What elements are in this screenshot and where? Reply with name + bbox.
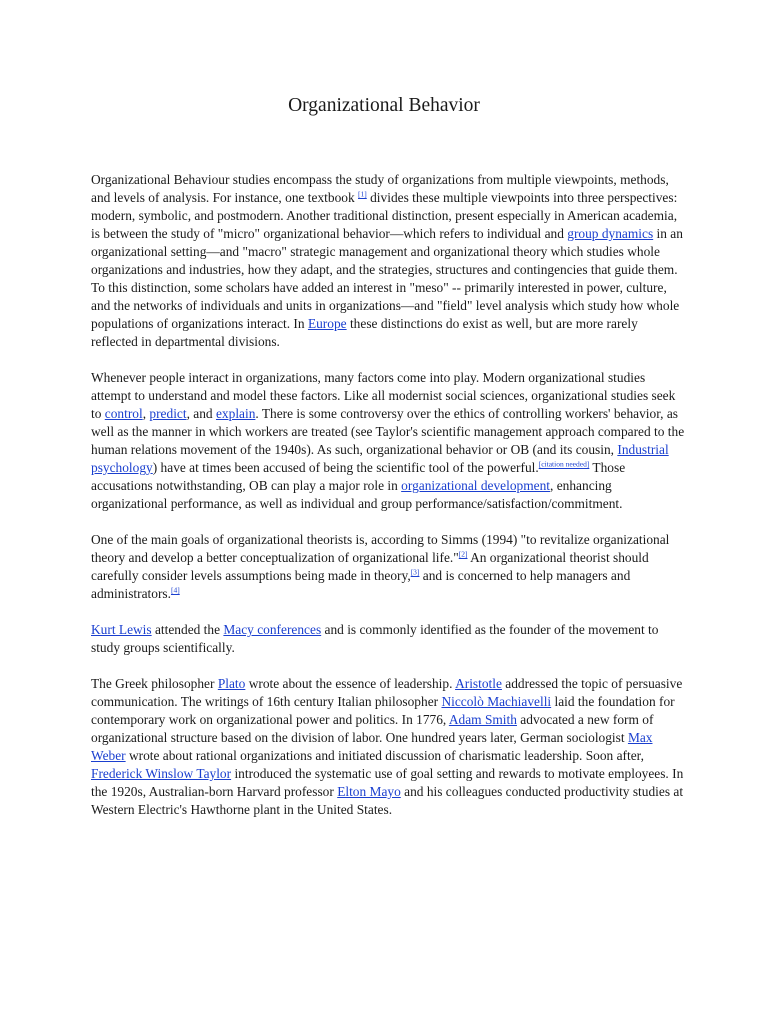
paragraph-3 — [91, 531, 687, 603]
text-run: and is concerned to help managers and administrators. — [91, 568, 631, 601]
text-run: advocated a new form of organizational structure based on the division of labor. One hundred years later, German sociologist — [91, 712, 654, 745]
inline-link[interactable]: Niccolò Machiavelli — [441, 694, 552, 709]
text-run: and his colleagues conducted productivity studies at Western Electric's Hawthorne plant in the United States. — [91, 784, 684, 817]
text-run: Whenever people interact in organizations, many factors come into play. Modern organizational studies attempt to understand and model these factors. Like all modernist social sciences, organizational studies seek to — [91, 370, 676, 421]
paragraph-1 — [91, 171, 687, 351]
article-body — [91, 171, 687, 837]
text-run: Those accusations notwithstanding, OB can play a major role in — [91, 460, 626, 493]
paragraph-5 — [91, 675, 687, 819]
text-run: , enhancing organizational performance, as well as individual and group performance/satisfaction/commitment. — [91, 478, 623, 511]
inline-link[interactable]: Elton Mayo — [337, 784, 401, 799]
inline-link[interactable]: control — [104, 406, 143, 421]
text-run: Organizational Behaviour studies encompass the study of organizations from multiple viewpoints, methods, and levels of analysis. For instance, one textbook — [91, 172, 669, 205]
inline-link[interactable]: explain — [215, 406, 256, 421]
inline-link[interactable]: Aristotle — [455, 676, 502, 691]
text-run: The Greek philosopher — [91, 676, 218, 691]
inline-link[interactable]: Macy conferences — [223, 622, 322, 637]
page-title: Organizational Behavior — [288, 95, 480, 116]
citation-link[interactable]: [4] — [170, 585, 180, 595]
inline-link[interactable]: Frederick Winslow Taylor — [91, 766, 232, 781]
inline-link[interactable]: Kurt Lewis — [91, 622, 152, 637]
text-run: , — [142, 406, 150, 421]
text-run: An organizational theorist should carefully consider levels assumptions being made in theory, — [91, 550, 649, 583]
text-run: in an organizational setting—and "macro" strategic management and organizational theory which studies whole organizations and industries, how they adapt, and the strategies, structures and contingencies that guide them. To this distinction, some scholars have added an interest in "meso" -- primarily interested in power, culture, and the networks of individuals and units in organizations—and "field" level analysis which study how whole populations of organizations interact. In — [91, 226, 683, 331]
text-run: wrote about rational organizations and initiated discussion of charismatic leadership. Soon after, — [125, 748, 644, 763]
text-run: divides these multiple viewpoints into three perspectives: modern, symbolic, and postmodern. Another traditional distinction, present especially in American academia, is between the study of "micro" organizational behavior—which refers to individual and — [91, 190, 678, 241]
inline-link[interactable]: organizational development — [401, 478, 551, 493]
text-run: addressed the topic of persuasive communication. The writings of 16th century Italian philosopher — [91, 676, 683, 709]
text-run: laid the foundation for contemporary work on organizational power and politics. In 1776, — [91, 694, 675, 727]
text-run: introduced the systematic use of goal setting and rewards to motivate employees. In the 1920s, Australian-born Harvard professor — [91, 766, 684, 799]
citation-link[interactable]: [citation needed] — [538, 459, 590, 469]
inline-link[interactable]: Adam Smith — [448, 712, 517, 727]
citation-superscript — [171, 586, 180, 595]
inline-link[interactable]: predict — [149, 406, 187, 421]
text-run: . There is some controversy over the ethics of controlling workers' behavior, as well as the manner in which workers are treated (see Taylor's scientific management approach compared to the human relations movement of the 1940s). As such, organizational behavior or OB (and its cousin, — [91, 406, 685, 457]
paragraph-4 — [91, 621, 687, 657]
text-run: , and — [186, 406, 216, 421]
citation-superscript — [358, 190, 367, 199]
text-run: attended the — [151, 622, 224, 637]
citation-link[interactable]: [2] — [458, 549, 468, 559]
citation-link[interactable]: [1] — [358, 189, 367, 199]
paragraph-2 — [91, 369, 687, 513]
citation-superscript — [539, 460, 590, 469]
text-run: wrote about the essence of leadership. — [245, 676, 456, 691]
citation-link[interactable]: [3] — [410, 567, 420, 577]
text-run: and is commonly identified as the founder of the movement to study groups scientifically. — [91, 622, 659, 655]
text-run: ) have at times been accused of being the scientific tool of the powerful. — [152, 460, 539, 475]
text-run: these distinctions do exist as well, but are more rarely reflected in departmental divisions. — [91, 316, 638, 349]
inline-link[interactable]: Industrial psychology — [91, 442, 669, 475]
text-run: One of the main goals of organizational theorists is, according to Simms (1994) "to revitalize organizational theory and develop a better conceptualization of organizational life." — [91, 532, 670, 565]
inline-link[interactable]: Europe — [307, 316, 347, 331]
inline-link[interactable]: group dynamics — [567, 226, 654, 241]
inline-link[interactable]: Plato — [217, 676, 246, 691]
inline-link[interactable]: Max Weber — [91, 730, 653, 763]
